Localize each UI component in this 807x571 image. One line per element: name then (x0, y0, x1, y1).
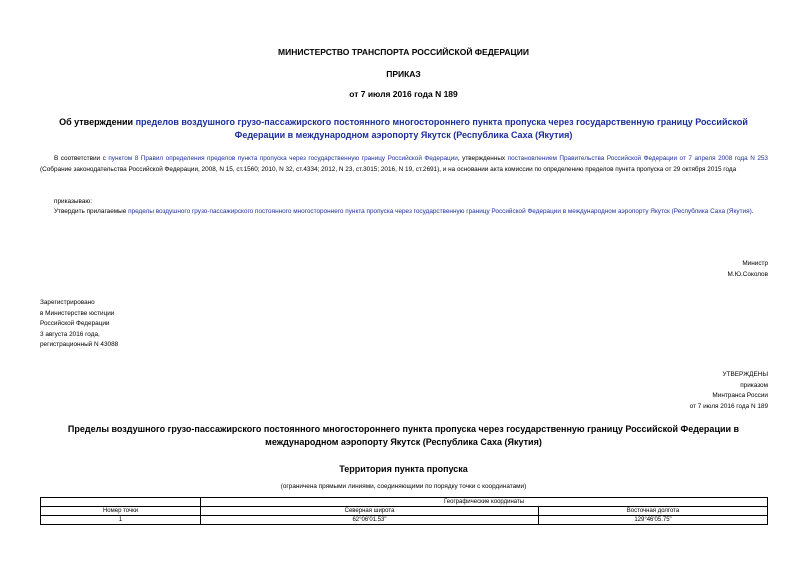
limits-link[interactable]: пределы воздушного грузо-пассажирского постоянного многостороннего пункта пропуска через государственную границу Российской Федерации в международном аэропорту Якутск (Республика Саха (Якутия) (128, 208, 752, 215)
paragraph-basis (40, 154, 768, 175)
document-title (58, 116, 749, 141)
table-cell-lat: 62°06'01.53" (201, 516, 539, 525)
p1-text-a: В соответствии с (54, 155, 109, 162)
table-cell-point: 1 (41, 516, 201, 525)
registration-line: регистрационный N 43088 (40, 341, 119, 349)
table-cell-lon: 129°46'05.75" (539, 516, 768, 525)
p1-text-b: , утвержденных (457, 155, 508, 162)
table-header-point: Номер точки (41, 507, 201, 516)
p2-text-a: Утвердить прилагаемые (54, 208, 129, 215)
doc-date-number: от 7 июля 2016 года N 189 (349, 89, 458, 99)
section-heading: Территория пункта пропуска (339, 464, 468, 474)
registration-line: Зарегистрировано (40, 299, 95, 306)
registration-block (40, 298, 118, 351)
coordinates-table (40, 497, 768, 525)
paragraph-approve (40, 207, 768, 218)
table-header-lat: Северная широта (201, 507, 539, 516)
doc-type-heading: ПРИКАЗ (386, 69, 421, 79)
registration-line: в Министерстве юстиции (40, 309, 115, 317)
table-header-spacer (41, 498, 201, 507)
registration-line: 3 августа 2016 года, (40, 330, 100, 338)
government-decree-link[interactable]: постановлением Правительства Российской Федерации от 7 апреля 2008 года N 253 (507, 155, 768, 162)
table-row (41, 516, 768, 525)
approval-line: УТВЕРЖДЕНЫ (722, 371, 768, 378)
p2-text-b: . (751, 208, 754, 215)
section-note: (ограничена прямыми линиями, соединяющими по порядку точки с координатами) (280, 483, 527, 490)
order-word: приказываю: (54, 198, 92, 205)
appendix-title: Пределы воздушного грузо-пассажирского постоянного многостороннего пункта пропуска через государственную границу Российской Федерации в международном аэропорту Якутск (Республика Саха (Якутия) (67, 424, 740, 447)
signature-position: Министр (742, 260, 768, 267)
table-group-header: Географические координаты (201, 498, 768, 507)
table-group-header-row (41, 498, 768, 507)
approval-block (690, 370, 768, 412)
approval-line: от 7 июля 2016 года N 189 (689, 402, 768, 410)
registration-line: Российской Федерации (40, 320, 110, 328)
title-prefix: Об утверждении (59, 117, 136, 127)
table-header-row (41, 507, 768, 516)
rules-link[interactable]: пунктом 8 Правил определения пределов пункта пропуска через государственную границу Российской Федерации (108, 155, 458, 162)
approval-line: приказом (740, 381, 768, 389)
p1-text-c: (Собрание законодательства Российской Федерации, 2008, N 15, ст.1560; 2010, N 32, ст.4334; 2012, N 23, ст.3015; 2016, N 19, ст.2691), и на основании акта комиссии по определению пределов пункта пропуска от 29 октября 2015 года (40, 165, 737, 173)
signature-name: М.Ю.Соколов (727, 271, 768, 278)
approval-line: Минтранса России (712, 392, 768, 400)
table-header-lon: Восточная долгота (539, 507, 768, 516)
title-link[interactable]: пределов воздушного грузо-пассажирского постоянного многостороннего пункта пропуска через государственную границу Российской Федерации в международном аэропорту Якутск (Республика Саха (Якутия) (135, 117, 748, 140)
ministry-heading: МИНИСТЕРСТВО ТРАНСПОРТА РОССИЙСКОЙ ФЕДЕРАЦИИ (278, 47, 529, 57)
